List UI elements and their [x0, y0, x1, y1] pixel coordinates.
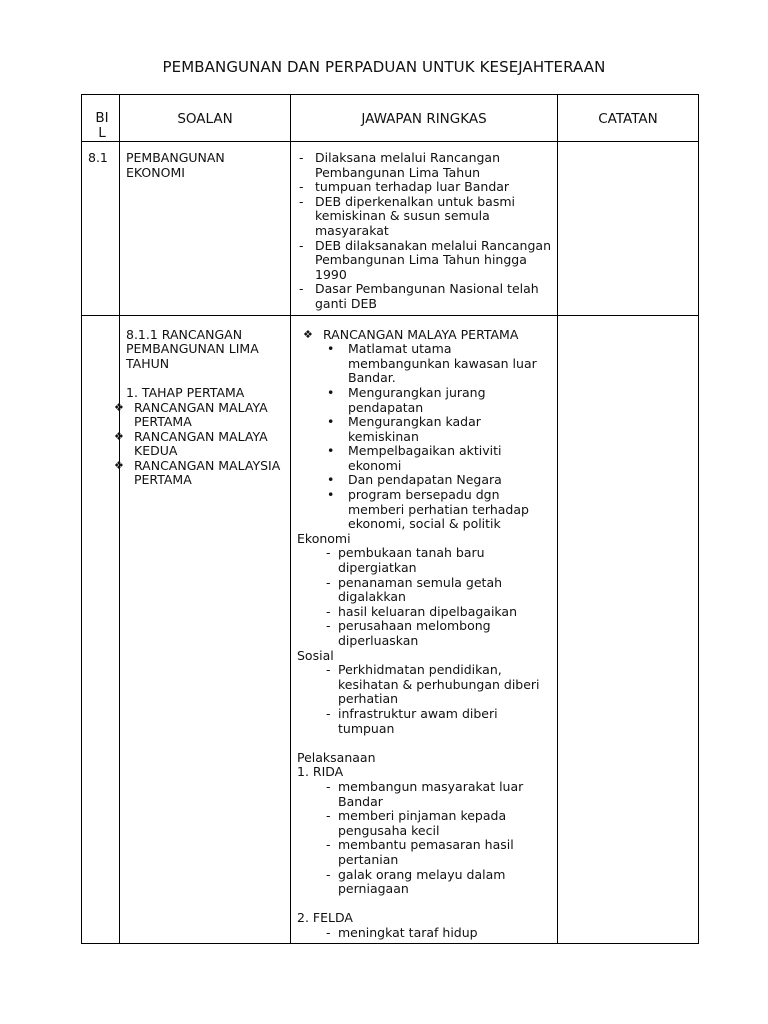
- list-item: - Perkhidmatan pendidikan, kesihatan & perhubungan diberi perhatian: [326, 662, 540, 707]
- jawapan-cell: [291, 315, 558, 944]
- jawapan-list: [291, 142, 557, 315]
- rida-label: 1. RIDA: [297, 764, 344, 780]
- header-soalan: SOALAN: [120, 95, 291, 142]
- soalan-cell: [114, 315, 291, 944]
- table-row: [82, 142, 699, 316]
- list-item: - hasil keluaran dipelbagaikan: [326, 603, 518, 619]
- list-item: • Mengurangkan kadar kemiskinan: [327, 414, 481, 444]
- list-item: • Mengurangkan jurang pendapatan: [327, 384, 486, 415]
- bullet-icon: •: [327, 443, 335, 459]
- ekonomi-label: Ekonomi: [297, 530, 351, 546]
- list-item: • Matlamat utama membangunkan kawasan luar Bandar.: [327, 341, 537, 386]
- ekonomi-list: [297, 546, 551, 648]
- sosial-list: [297, 663, 551, 736]
- list-item: - infrastruktur awam diberi tumpuan: [326, 705, 498, 736]
- list-item: ❖ RANCANGAN MALAYSIA PERTAMA: [114, 457, 281, 488]
- list-item: - Dasar Pembangunan Nasional telah ganti DEB: [299, 281, 539, 311]
- list-item: ❖ RANCANGAN MALAYA KEDUA: [114, 428, 268, 459]
- list-item: • Mempelbagaikan aktiviti ekonomi: [327, 443, 502, 473]
- header-row: [82, 95, 699, 142]
- list-item: - pembukaan tanah baru dipergiatkan: [326, 545, 485, 576]
- list-item: - DEB dilaksanakan melalui Rancangan Pembangunan Lima Tahun hingga 1990: [299, 237, 551, 282]
- list-item: - memberi pinjaman kepada pengusaha kecil: [326, 808, 507, 838]
- list-item: • program bersepadu dgn memberi perhatian terhadap ekonomi, social & politik: [327, 487, 529, 532]
- list-item: - Dilaksana melalui Rancangan Pembangunan Lima Tahun: [299, 150, 501, 180]
- list-item: - membantu pemasaran hasil pertanian: [326, 837, 514, 867]
- dash-icon: -: [326, 545, 331, 561]
- list-item: - galak orang melayu dalam perniagaan: [326, 866, 506, 897]
- dash-icon: -: [326, 662, 331, 678]
- header-jawapan: JAWAPAN RINGKAS: [291, 95, 558, 142]
- dash-icon: -: [326, 924, 331, 940]
- dash-icon: -: [326, 618, 331, 634]
- header-catatan: CATATAN: [558, 95, 699, 142]
- dash-icon: -: [326, 808, 331, 824]
- plan-list: [108, 401, 284, 489]
- rmp-heading: ❖ RANCANGAN MALAYA PERTAMA: [303, 326, 519, 342]
- dash-icon: -: [326, 705, 331, 721]
- qa-table: [81, 94, 699, 944]
- rmp-list: [297, 342, 551, 532]
- diamond-icon: ❖: [114, 429, 124, 443]
- header-bil: BI L: [82, 95, 120, 142]
- list-item: - membangun masyarakat luar Bandar: [326, 778, 524, 809]
- catatan-cell: [558, 142, 699, 316]
- dash-icon: -: [326, 778, 331, 794]
- dash-icon: -: [326, 603, 331, 619]
- jawapan-cell: [291, 142, 558, 316]
- dash-icon: -: [299, 237, 304, 253]
- bullet-icon: •: [327, 472, 335, 488]
- dash-icon: -: [299, 281, 304, 297]
- stage-label: 1. TAHAP PERTAMA: [126, 384, 245, 400]
- dash-icon: -: [326, 866, 331, 882]
- dash-icon: -: [299, 150, 304, 165]
- diamond-icon: ❖: [114, 458, 124, 472]
- dash-icon: -: [299, 179, 304, 195]
- dash-icon: -: [299, 193, 304, 209]
- bullet-icon: •: [327, 414, 335, 430]
- bil-cell: 8.1: [82, 142, 120, 316]
- list-item: - DEB diperkenalkan untuk basmi kemiskinan & susun semula masyarakat: [299, 193, 515, 238]
- bullet-icon: •: [327, 341, 335, 357]
- felda-label: 2. FELDA: [297, 910, 353, 926]
- table-row: [82, 315, 699, 944]
- soalan-cell: PEMBANGUNAN EKONOMI: [120, 142, 291, 316]
- list-item: • Dan pendapatan Negara: [327, 472, 502, 488]
- dash-icon: -: [326, 837, 331, 853]
- list-item: ❖ RANCANGAN MALAYA PERTAMA: [114, 399, 268, 430]
- catatan-cell: [558, 315, 699, 944]
- list-item: - tumpuan terhadap luar Bandar: [299, 179, 510, 195]
- bullet-icon: •: [327, 384, 335, 400]
- felda-list: [297, 926, 551, 941]
- sosial-label: Sosial: [297, 647, 334, 663]
- list-item: - perusahaan melombong diperluaskan: [326, 618, 491, 648]
- soalan-heading: 8.1.1 RANCANGAN PEMBANGUNAN LIMA TAHUN: [126, 326, 259, 371]
- rida-list: [297, 780, 551, 897]
- dash-icon: -: [326, 574, 331, 590]
- diamond-icon: ❖: [114, 400, 124, 414]
- list-item: - meningkat taraf hidup: [326, 924, 478, 940]
- diamond-icon: ❖: [303, 327, 313, 341]
- list-item: - penanaman semula getah digalakkan: [326, 574, 503, 605]
- document-title: PEMBANGUNAN DAN PERPADUAN UNTUK KESEJAHTERAAN: [162, 58, 606, 76]
- pelaksanaan-label: Pelaksanaan: [297, 749, 376, 765]
- bullet-icon: •: [327, 487, 335, 503]
